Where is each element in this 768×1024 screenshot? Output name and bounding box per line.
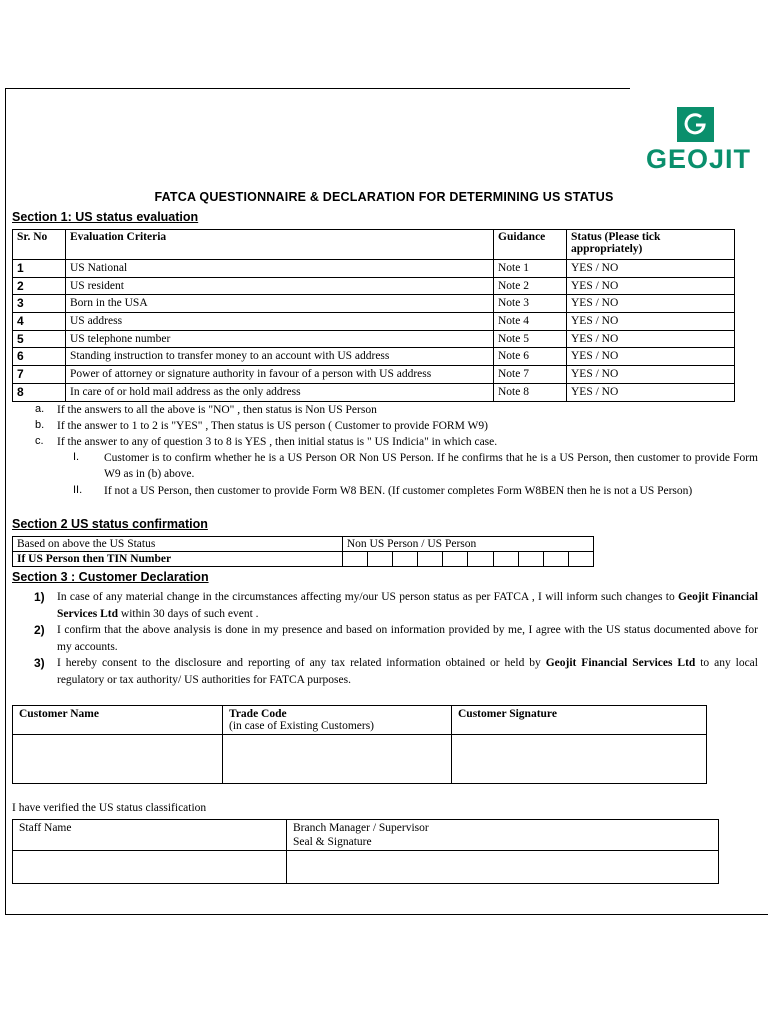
table-row xyxy=(13,383,735,401)
note-marker: c. xyxy=(35,435,44,447)
company-name: Geojit Financial Services Ltd xyxy=(545,657,696,669)
trade-code-title: Trade Code xyxy=(229,708,287,720)
row-criteria: US address xyxy=(66,313,494,331)
table-row xyxy=(13,277,735,295)
table-row xyxy=(13,537,594,552)
verify-statement: I have verified the US status classification xyxy=(12,802,207,814)
decl-marker: 1) xyxy=(34,590,45,604)
status-value[interactable]: Non US Person / US Person xyxy=(342,537,593,552)
row-guidance: Note 7 xyxy=(494,366,567,384)
row-status[interactable]: YES / NO xyxy=(567,366,735,384)
row-number: 2 xyxy=(13,277,66,295)
table-row xyxy=(13,366,735,384)
tin-digit-box[interactable] xyxy=(367,552,392,567)
note-marker: a. xyxy=(35,403,45,415)
row-criteria: US National xyxy=(66,260,494,278)
decl-item xyxy=(57,589,758,623)
brand-logo xyxy=(630,86,768,186)
row-guidance: Note 8 xyxy=(494,383,567,401)
row-guidance: Note 2 xyxy=(494,277,567,295)
trade-code-label xyxy=(223,706,452,735)
row-criteria: In care of or hold mail address as the only address xyxy=(66,383,494,401)
table-row xyxy=(13,260,735,278)
table-row xyxy=(13,851,719,884)
row-criteria: US resident xyxy=(66,277,494,295)
geojit-logo-icon xyxy=(677,107,714,142)
tin-label: If US Person then TIN Number xyxy=(13,552,343,567)
customer-signature-field[interactable] xyxy=(452,735,707,784)
staff-name-label: Staff Name xyxy=(13,820,287,851)
subnote-text: If not a US Person, then customer to provide Form W8 BEN. (If customer completes Form W8BEN then he is not a US Person) xyxy=(104,485,693,497)
table-row xyxy=(13,735,707,784)
row-number: 5 xyxy=(13,330,66,348)
tin-digit-box[interactable] xyxy=(468,552,493,567)
company-name: Geojit Financial Services Ltd xyxy=(57,591,758,620)
decl-text: within 30 days of such event . xyxy=(118,608,259,620)
tin-digit-box[interactable] xyxy=(443,552,468,567)
us-status-table xyxy=(12,536,594,567)
decl-text: to any local regulatory or tax authority/ US authorities for FATCA purposes. xyxy=(57,657,758,686)
row-guidance: Note 4 xyxy=(494,313,567,331)
row-status[interactable]: YES / NO xyxy=(567,260,735,278)
row-status[interactable]: YES / NO xyxy=(567,295,735,313)
customer-name-field[interactable] xyxy=(13,735,223,784)
col-header-status: Status (Please tick appropriately) xyxy=(567,230,735,260)
section1-heading: Section 1: US status evaluation xyxy=(12,210,199,224)
page-title: FATCA QUESTIONNAIRE & DECLARATION FOR DETERMINING US STATUS xyxy=(154,190,614,204)
verification-table xyxy=(12,819,719,884)
note-text: If the answer to any of question 3 to 8 is YES , then initial status is " US Indicia" in which case. xyxy=(57,436,498,448)
subnote-marker: I. xyxy=(73,451,80,463)
section2-heading: Section 2 US status confirmation xyxy=(12,517,208,531)
table-header-row xyxy=(13,230,735,260)
row-number: 1 xyxy=(13,260,66,278)
table-row xyxy=(13,706,707,735)
row-criteria: Standing instruction to transfer money to an account with US address xyxy=(66,348,494,366)
decl-text: I hereby consent to the disclosure and reporting of any tax related information obtained or held by xyxy=(57,657,546,669)
decl-marker: 2) xyxy=(34,623,45,637)
decl-marker: 3) xyxy=(34,656,45,670)
brand-name: GEOJIT xyxy=(646,144,752,174)
staff-name-field[interactable] xyxy=(13,851,287,884)
decl-item xyxy=(57,655,758,689)
row-guidance: Note 5 xyxy=(494,330,567,348)
tin-digit-box[interactable] xyxy=(568,552,593,567)
table-row xyxy=(13,552,594,567)
col-header-criteria: Evaluation Criteria xyxy=(66,230,494,260)
tin-digit-box[interactable] xyxy=(342,552,367,567)
row-status[interactable]: YES / NO xyxy=(567,277,735,295)
manager-signature-field[interactable] xyxy=(287,851,719,884)
subnote-text: Customer is to confirm whether he is a US Person OR Non US Person. If he confirms that he is a US Person, then customer to provide Form W9 as in (b) above. xyxy=(104,452,758,480)
table-row xyxy=(13,330,735,348)
tin-digit-box[interactable] xyxy=(518,552,543,567)
row-number: 7 xyxy=(13,366,66,384)
customer-signature-label: Customer Signature xyxy=(452,706,707,735)
customer-name-label: Customer Name xyxy=(13,706,223,735)
seal-signature-label: Seal & Signature xyxy=(293,836,372,848)
row-guidance: Note 1 xyxy=(494,260,567,278)
row-number: 4 xyxy=(13,313,66,331)
table-row xyxy=(13,820,719,851)
row-status[interactable]: YES / NO xyxy=(567,330,735,348)
note-text: If the answer to 1 to 2 is "YES" , Then status is US person ( Customer to provide FORM W9) xyxy=(57,420,488,432)
tin-digit-box[interactable] xyxy=(393,552,418,567)
manager-title: Branch Manager / Supervisor xyxy=(293,822,429,834)
tin-digit-box[interactable] xyxy=(493,552,518,567)
row-number: 6 xyxy=(13,348,66,366)
row-criteria: Power of attorney or signature authority in favour of a person with US address xyxy=(66,366,494,384)
section3-heading: Section 3 : Customer Declaration xyxy=(12,570,209,584)
row-number: 3 xyxy=(13,295,66,313)
row-status[interactable]: YES / NO xyxy=(567,348,735,366)
subnote-marker: II. xyxy=(73,484,83,496)
note-marker: b. xyxy=(35,419,45,431)
note-text: If the answers to all the above is "NO" , then status is Non US Person xyxy=(57,404,377,416)
table-row xyxy=(13,313,735,331)
tin-digit-box[interactable] xyxy=(543,552,568,567)
row-status[interactable]: YES / NO xyxy=(567,383,735,401)
table-row xyxy=(13,348,735,366)
status-label: Based on above the US Status xyxy=(13,537,343,552)
row-guidance: Note 3 xyxy=(494,295,567,313)
evaluation-table xyxy=(12,229,735,402)
trade-code-note: (in case of Existing Customers) xyxy=(229,720,375,732)
decl-text: In case of any material change in the circumstances affecting my/our US person status as per FATCA , I will inform such changes to xyxy=(57,591,679,603)
row-guidance: Note 6 xyxy=(494,348,567,366)
col-header-srno: Sr. No xyxy=(13,230,66,260)
row-status[interactable]: YES / NO xyxy=(567,313,735,331)
row-number: 8 xyxy=(13,383,66,401)
customer-details-table xyxy=(12,705,707,784)
col-header-guidance: Guidance xyxy=(494,230,567,260)
row-criteria: US telephone number xyxy=(66,330,494,348)
manager-label xyxy=(287,820,719,851)
tin-digit-box[interactable] xyxy=(418,552,443,567)
decl-item xyxy=(57,622,758,656)
decl-text: I confirm that the above analysis is done in my presence and based on information provided by me, I agree with the US status documented above for my accounts. xyxy=(57,624,758,653)
trade-code-field[interactable] xyxy=(223,735,452,784)
row-criteria: Born in the USA xyxy=(66,295,494,313)
table-row xyxy=(13,295,735,313)
